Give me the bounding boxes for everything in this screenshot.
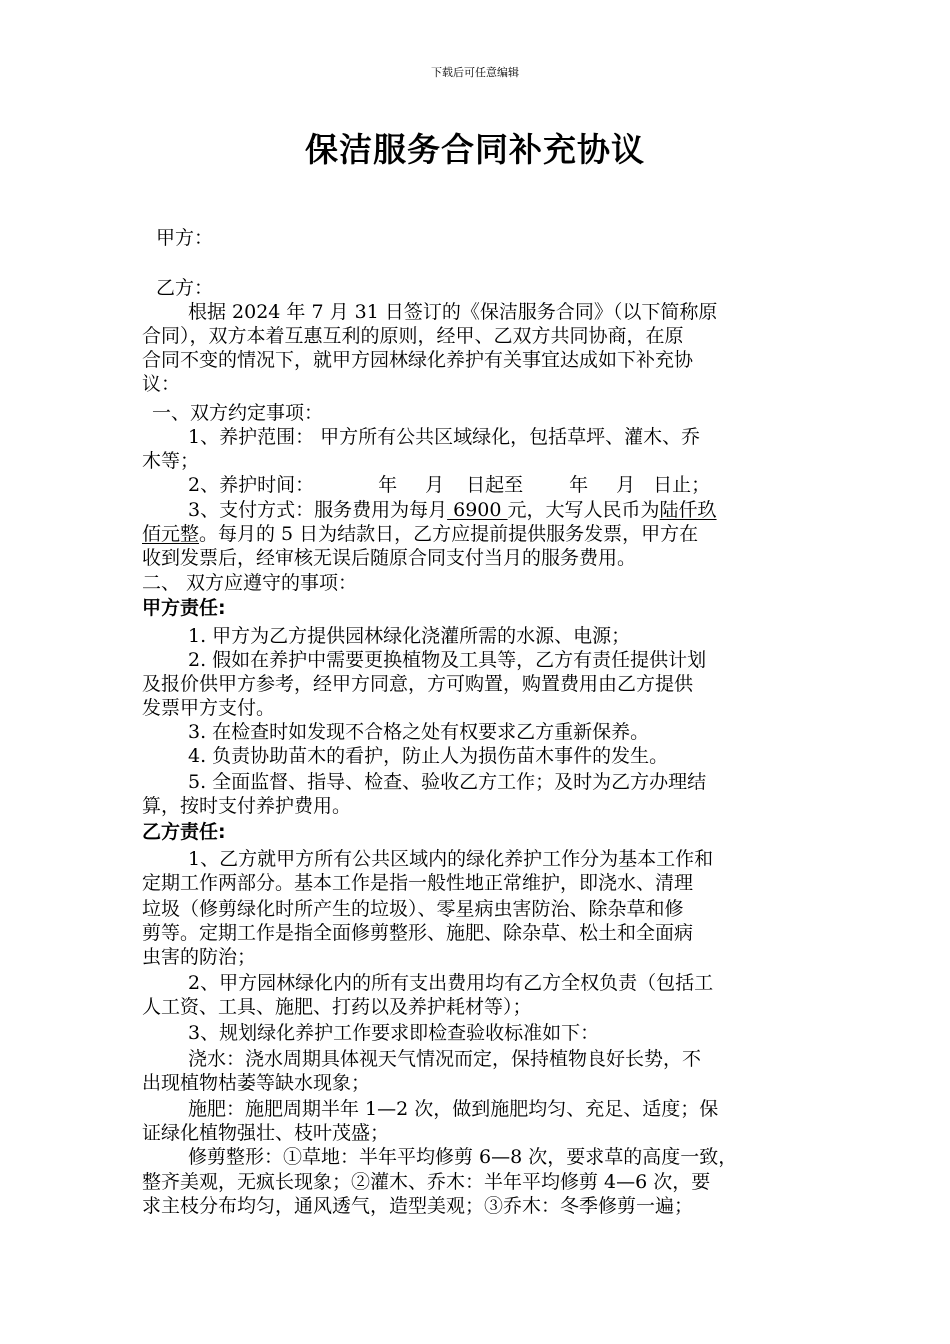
watering-line-1: 浇水：浇水周期具体视天气情况而定，保持植物良好长势，不 (188, 1048, 702, 1070)
party-b-item-1-line-4: 剪等。定期工作是指全面修剪整形、施肥、除杂草、松土和全面病 (142, 922, 694, 944)
item-2-day-1: 日起至 (466, 474, 524, 496)
party-b-line: 乙方： (156, 277, 214, 299)
party-a-item-2-line-3: 发票甲方支付。 (142, 697, 276, 719)
watering-line-2: 出现植物枯萎等缺水现象； (142, 1072, 371, 1094)
item-3-line-1 (188, 498, 812, 522)
party-a-item-5-line-1: 5. 全面监督、指导、检查、验收乙方工作；及时为乙方办理结 (188, 771, 707, 793)
party-b-responsibility-title: 乙方责任: (142, 821, 226, 843)
payment-amount-chinese-a: 陆仟玖 (659, 499, 717, 521)
party-a-item-4: 4. 负责协助苗木的看护，防止人为损伤苗木事件的发生。 (188, 745, 669, 767)
payment-amount: 6900 (447, 499, 508, 521)
party-a-responsibility-title: 甲方责任: (142, 597, 226, 619)
intro-line-4: 议： (142, 373, 181, 395)
pruning-line-2: 整齐美观，无疯长现象；②灌木、乔木：半年平均修剪 4—6 次，要 (142, 1171, 711, 1193)
item-1-line-2: 木等； (142, 450, 200, 472)
section-1-heading: 一、双方约定事项： (152, 402, 324, 424)
item-2-month-2: 月 (616, 474, 636, 496)
item-3-line-2 (142, 522, 812, 546)
payment-prefix: 3、支付方式：服务费用为每月 (188, 499, 448, 521)
item-1-line-1: 1、养护范围： 甲方所有公共区域绿化，包括草坪、灌木、乔 (188, 426, 701, 448)
item-2-year-2: 年 (569, 474, 589, 496)
intro-line-2: 合同），双方本着互惠互利的原则，经甲、乙双方共同协商，在原 (142, 325, 684, 347)
payment-amount-chinese-b: 佰元整 (142, 523, 200, 545)
item-2-label: 2、养护时间： (188, 474, 315, 496)
section-2-heading: 二、 双方应遵守的事项： (142, 572, 358, 594)
party-a-line: 甲方： (156, 227, 214, 249)
pruning-line-3: 求主枝分布均匀，通风透气，造型美观；③乔木：冬季修剪一遍； (142, 1195, 694, 1217)
pruning-line-1: 修剪整形：①草地：半年平均修剪 6—8 次，要求草的高度一致， (188, 1146, 738, 1168)
party-a-item-2-line-2: 及报价供甲方参考，经甲方同意，方可购置，购置费用由乙方提供 (142, 673, 694, 695)
party-b-item-1-line-5: 虫害的防治； (142, 946, 257, 968)
item-3-line-3: 收到发票后，经审核无误后随原合同支付当月的服务费用。 (142, 547, 637, 569)
party-b-item-2-line-1: 2、甲方园林绿化内的所有支出费用均有乙方全权负责（包括工 (188, 972, 714, 994)
party-a-item-3: 3. 在检查时如发现不合格之处有权要求乙方重新保养。 (188, 721, 650, 743)
header-note: 下载后可任意编辑 (431, 66, 519, 79)
party-a-item-2-line-1: 2. 假如在养护中需要更换植物及工具等，乙方有责任提供计划 (188, 649, 707, 671)
party-b-item-1-line-2: 定期工作两部分。基本工作是指一般性地正常维护，即浇水、清理 (142, 872, 694, 894)
payment-mid: 元，大写人民币为 (507, 499, 660, 521)
document-title: 保洁服务合同补充协议 (305, 130, 645, 169)
fertilizing-line-1: 施肥：施肥周期半年 1—2 次，做到施肥均匀、充足、适度；保 (188, 1098, 719, 1120)
party-b-item-1-line-1: 1、乙方就甲方所有公共区域内的绿化养护工作分为基本工作和 (188, 848, 714, 870)
payment-terms: 。每月的 5 日为结款日，乙方应提前提供服务发票，甲方在 (199, 523, 699, 545)
party-b-item-2-line-2: 人工资、工具、施肥、打药以及养护耗材等）； (142, 996, 532, 1018)
party-b-item-1-line-3: 垃圾（修剪绿化时所产生的垃圾）、零星病虫害防治、除杂草和修 (142, 898, 684, 920)
item-2-line (188, 473, 812, 497)
party-a-item-5-line-2: 算，按时支付养护费用。 (142, 795, 352, 817)
intro-line-1: 根据 2024 年 7 月 31 日签订的《保洁服务合同》（以下简称原 (188, 301, 718, 323)
party-b-item-3: 3、规划绿化养护工作要求即检查验收标准如下： (188, 1022, 600, 1044)
item-2-day-2: 日止； (653, 474, 711, 496)
fertilizing-line-2: 证绿化植物强壮、枝叶茂盛； (142, 1122, 390, 1144)
party-a-item-1: 1. 甲方为乙方提供园林绿化浇灌所需的水源、电源； (188, 625, 631, 647)
item-2-month-1: 月 (425, 474, 445, 496)
intro-line-3: 合同不变的情况下，就甲方园林绿化养护有关事宜达成如下补充协 (142, 349, 694, 371)
item-2-year-1: 年 (378, 474, 398, 496)
